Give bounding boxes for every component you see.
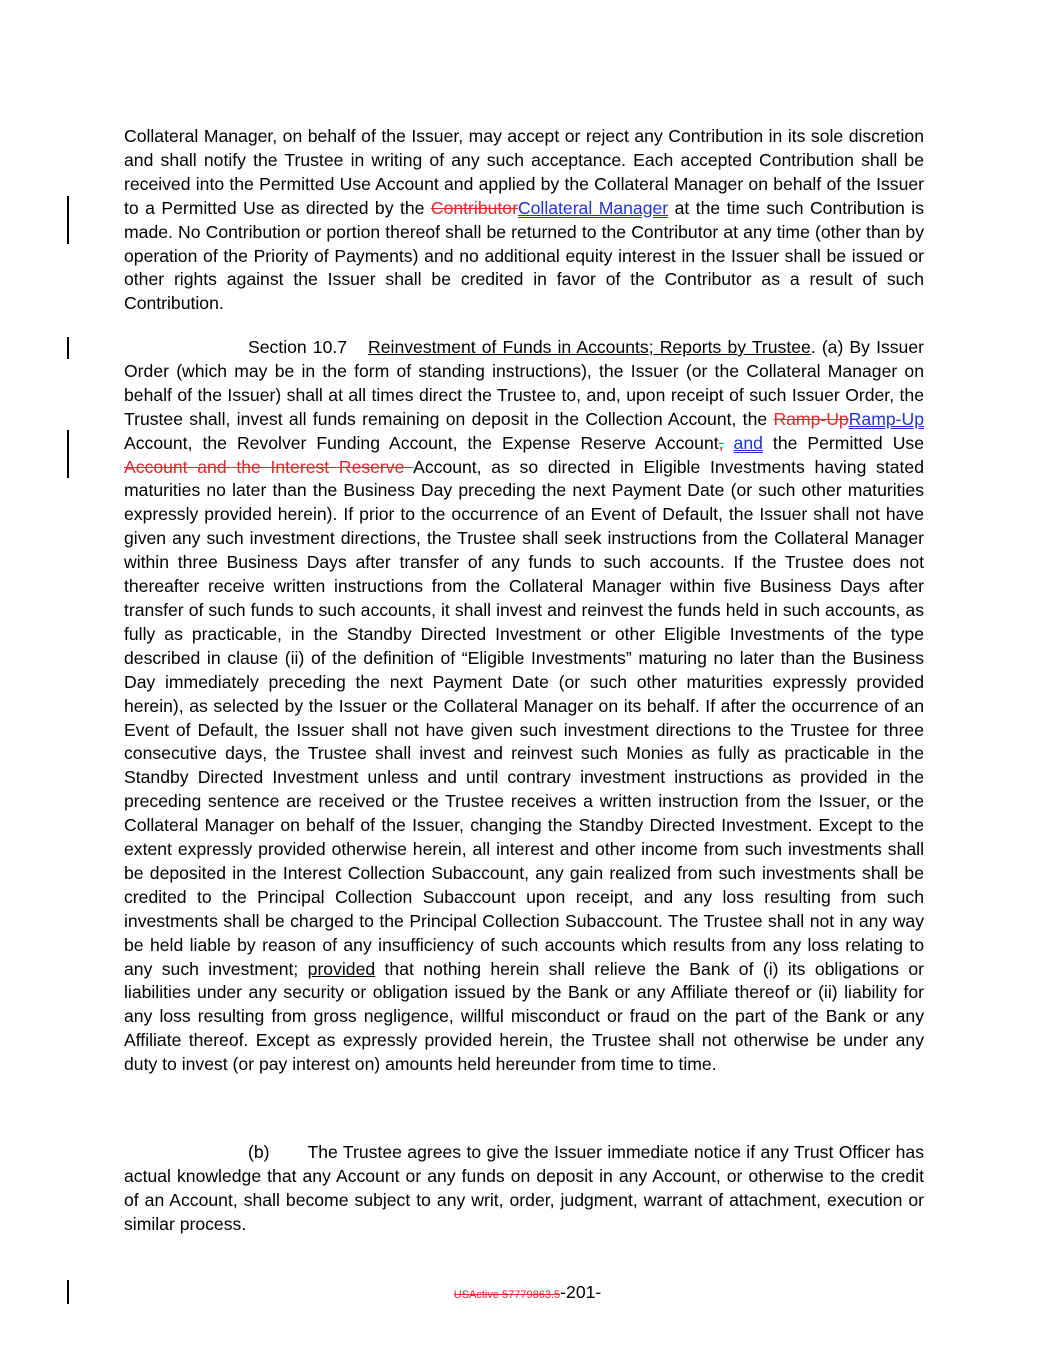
deleted-text: Ramp-Up <box>773 408 849 429</box>
text-run: Account, as so directed in Eligible Investments having stated maturities no later than the Business Day preceding the next Payment Date (or such other maturities expressly provided herein). If prior to the occurrence of an Event of Default, the Issuer shall not have given any such investment directions, the Trustee shall seek instructions from the Collateral Manager within three Business Days after transfer of any funds to such accounts. If the Trustee does not thereafter receive written instructions from the Collateral Manager within five Business Days after transfer of such funds to such accounts, it shall invest and reinvest the funds held in such accounts, as fully as practicable, in the Standby Directed Investment or other Eligible Investments of the type described in clause (ii) of the definition of “Eligible Investments” maturing no later than the Business Day immediately preceding the next Payment Date (or such other maturities expressly provided herein), as selected by the Issuer or the Collateral Manager on its behalf. If after the occurrence of an Event of Default, the Issuer shall not have given such investment directions to the Trustee for three consecutive days, the Trustee shall invest and reinvest such Monies as fully as practicable in the Standby Directed Investment unless and until contrary investment instructions as provided in the preceding sentence are received or the Trustee receives a written instruction from the Issuer, or the Collateral Manager on behalf of the Issuer, changing the Standby Directed Investment. Except to the extent expressly provided otherwise herein, all interest and other income from such investments shall be deposited in the Interest Collection Subaccount, any gain realized from such investments shall be credited to the Principal Collection Subaccount upon receipt, and any loss resulting from such investments shall be charged to the Principal Collection Subaccount. The Trustee shall not in any way be held liable by reason of any insufficiency of such accounts which results from any loss relating to any such investment; <box>124 456 924 979</box>
page-number: -201- <box>560 1282 602 1302</box>
paragraph-section-10-7 <box>124 336 924 1077</box>
paragraph-contribution <box>124 125 924 316</box>
change-bar <box>67 337 69 359</box>
text-run: Account, the Revolver Funding Account, the Expense Reserve Account <box>124 432 719 453</box>
deleted-text: , <box>718 432 724 453</box>
section-title: Reinvestment of Funds in Accounts; Reports by Trustee <box>368 337 811 357</box>
text-run: the Permitted Use <box>762 432 925 453</box>
change-bar <box>67 196 69 244</box>
section-number: Section 10.7 <box>248 337 348 357</box>
paragraph-clause-b <box>124 1141 924 1237</box>
deleted-text: Contributor <box>430 197 518 218</box>
inserted-text: and <box>733 432 763 453</box>
text-run: Collateral Manager, on behalf of the Issuer, may accept or reject any Contribution in its sole discretion and shall notify the Trustee in writing of any such acceptance. Each accepted Contribution shall be received into the Permitted Use Account and applied by the Collateral Manager on behalf of the Issuer to a Permitted Use as directed by the <box>124 126 924 218</box>
provided-term: provided <box>307 958 376 979</box>
change-bar <box>67 430 69 478</box>
text-run: at the time such Contribution is made. No Contribution or portion thereof shall be returned to the Contributor at any time (other than by operation of the Priority of Payments) and no additional equity interest in the Issuer shall be issued or other rights against the Issuer shall be credited in favor of the Contributor as a result of such Contribution. <box>124 197 924 314</box>
text-run: The Trustee agrees to give the Issuer immediate notice if any Trust Officer has actual knowledge that any Account or any funds on deposit in any Account, or otherwise to the credit of an Account, shall become subject to any writ, order, judgment, warrant of attachment, execution or similar process. <box>124 1142 924 1234</box>
page-footer <box>0 1280 1055 1307</box>
deleted-text: Account and the Interest Reserve <box>124 456 414 477</box>
clause-label: (b) <box>248 1142 270 1162</box>
inserted-text: Collateral Manager <box>517 197 669 218</box>
text-run: . (a) By Issuer Order (which may be in the form of standing instructions), the Issuer (or the Collateral Manager on behalf of the Issuer) shall at all times direct the Trustee to, and, upon receipt of such Issuer Order, the Trustee shall, invest all funds remaining on deposit in the Collection Account, the <box>124 337 924 429</box>
inserted-text: Ramp-Up <box>848 408 924 429</box>
text-run: that nothing herein shall relieve the Bank of (i) its obligations or liabilities under any security or obligation issued by the Bank or any Affiliate thereof or (ii) liability for any loss resulting from gross negligence, willful misconduct or fraud on the part of the Bank or any Affiliate thereof. Except as expressly provided herein, the Trustee shall not otherwise be under any duty to invest (or pay interest on) amounts held hereunder from time to time. <box>124 958 925 1075</box>
document-id: USActive 57779863.5 <box>453 1289 561 1301</box>
